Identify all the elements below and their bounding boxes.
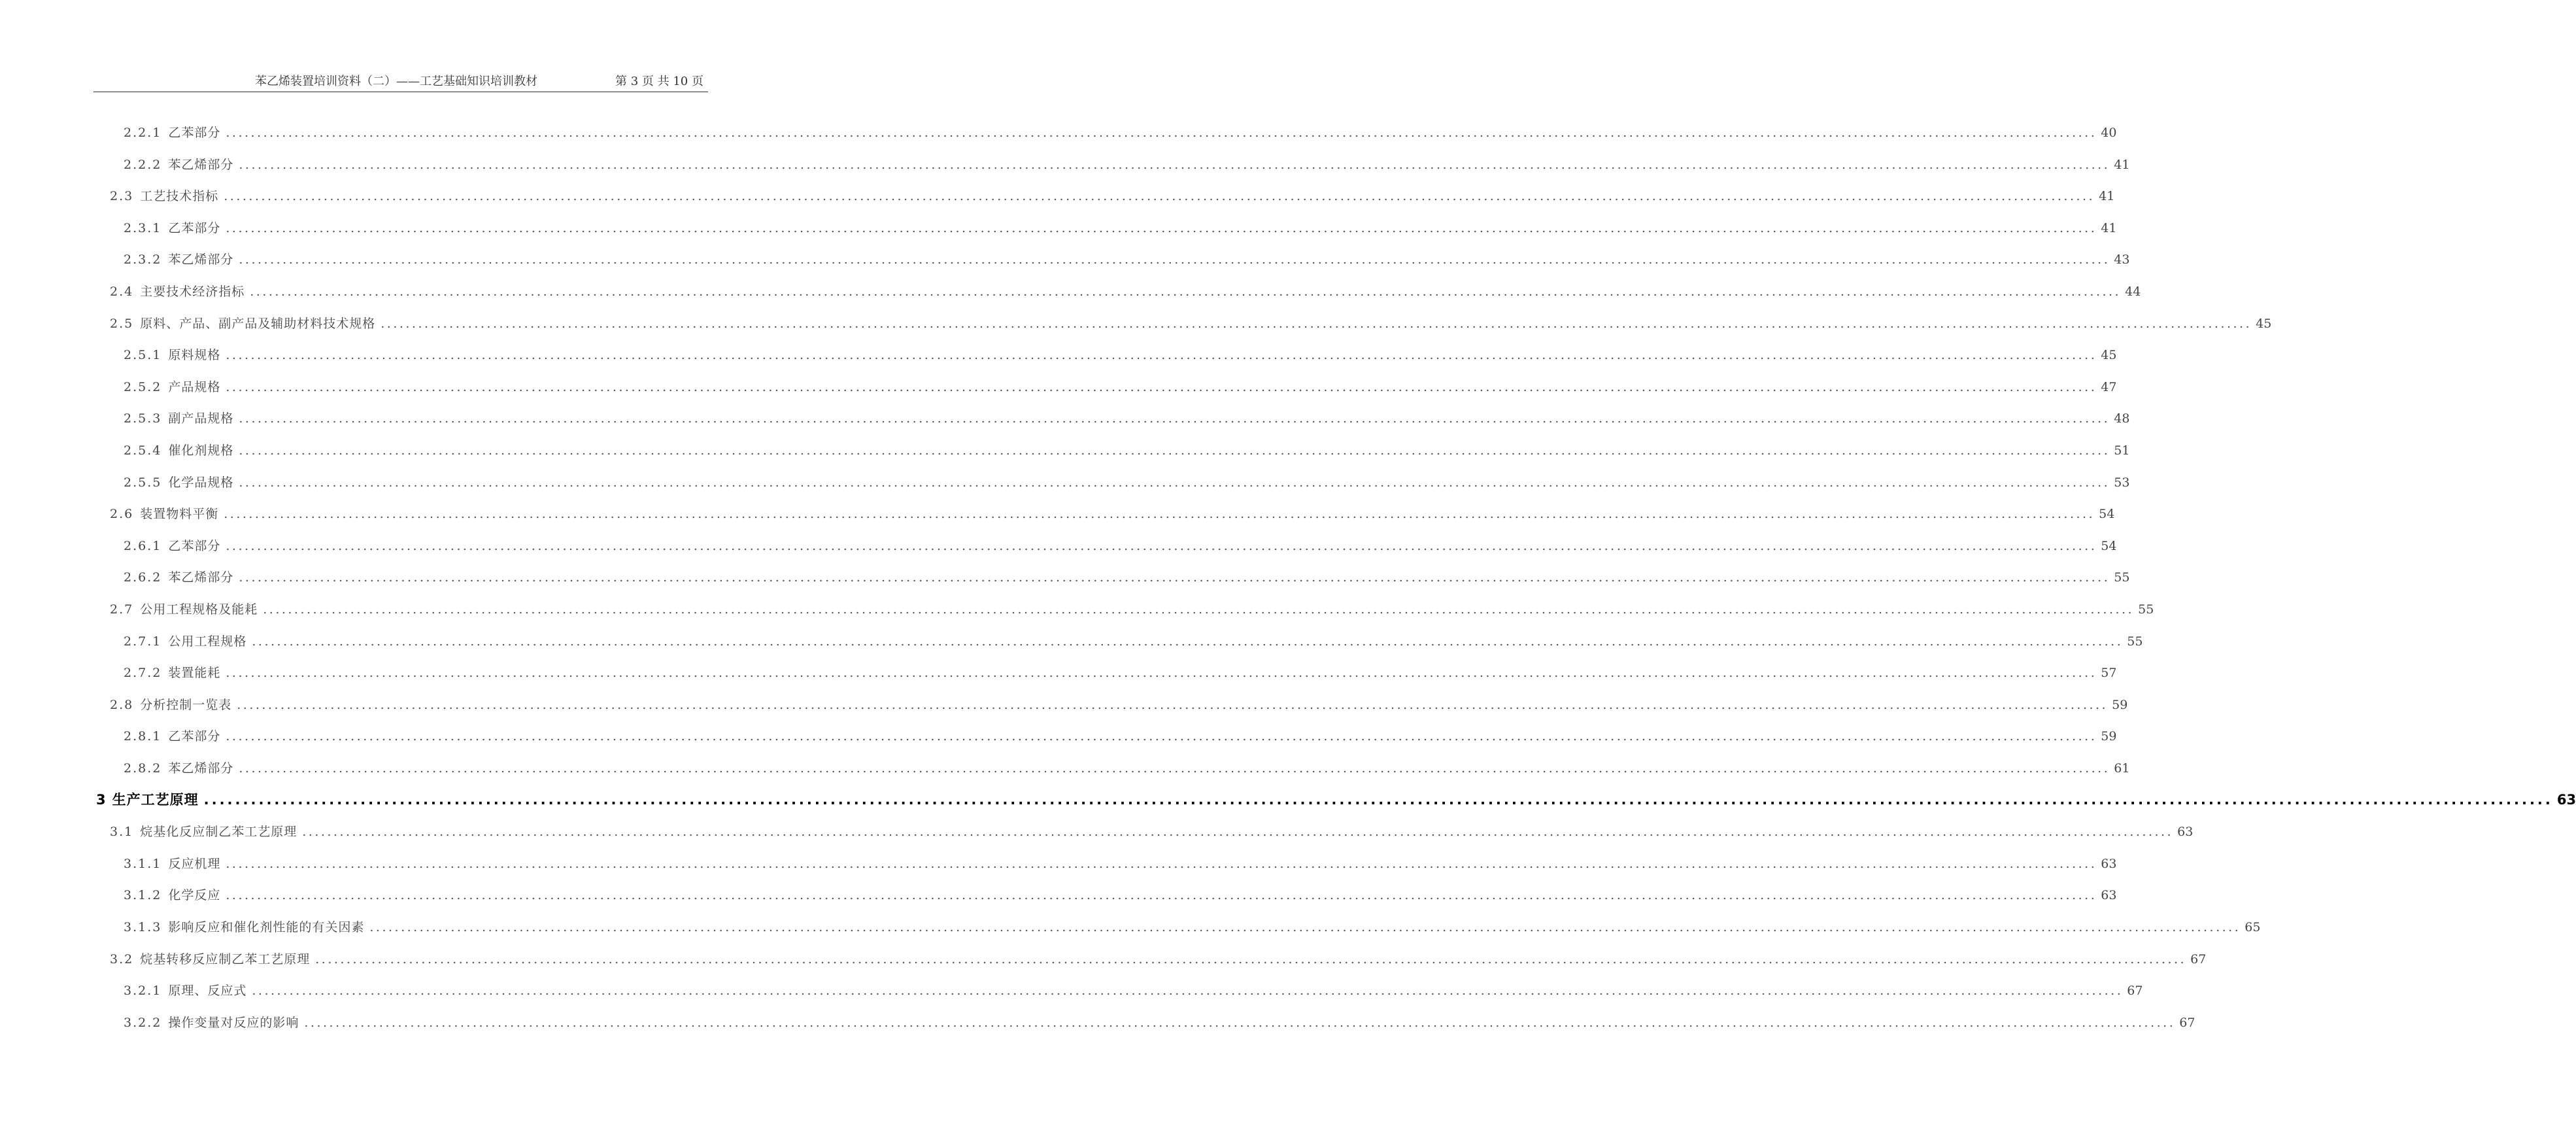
toc-entry-number: 2.5.1 <box>124 348 162 362</box>
toc-entry-title: 乙苯部分 <box>168 221 221 235</box>
toc-entry[interactable] <box>124 854 2117 874</box>
toc-entry-number: 3.1.3 <box>124 920 162 934</box>
toc-dot-leader: ............................................................................................................................................................................................................................................................................................................ <box>239 475 2110 490</box>
toc-entry-number: 2.3 <box>110 189 134 203</box>
toc-entry-number: 2.5 <box>110 317 134 331</box>
toc-dot-leader: ............................................................................................................................................................................................................................................................................................................ <box>226 126 2097 140</box>
toc-dot-leader: ............................................................................................................................................................................................................................................................................................................ <box>250 284 2122 299</box>
toc-entry-page: 43 <box>2114 252 2130 267</box>
toc-entry-title: 工艺技术指标 <box>140 189 219 203</box>
toc-entry-page: 41 <box>2114 158 2130 172</box>
toc-entry-title: 产品规格 <box>168 380 221 394</box>
toc-entry[interactable] <box>124 123 2117 143</box>
toc-entry-number: 3.1.1 <box>124 857 162 871</box>
header-title: 苯乙烯装置培训资料（二）——工艺基础知识培训教材 <box>255 75 537 88</box>
toc-entry-number: 2.5.3 <box>124 411 162 426</box>
toc-entry-number: 2.7.1 <box>124 634 162 649</box>
toc-entry-page: 55 <box>2114 570 2130 585</box>
toc-entry-title: 操作变量对反应的影响 <box>168 1016 299 1030</box>
toc-entry[interactable] <box>124 663 2117 683</box>
toc-entry[interactable] <box>124 1013 2195 1033</box>
toc-entry-page: 61 <box>2114 761 2130 776</box>
toc-entry-number: 3.1 <box>110 825 134 839</box>
toc-entry-number: 2.5.5 <box>124 475 162 490</box>
toc-entry[interactable] <box>124 345 2117 365</box>
toc-entry-title: 化学品规格 <box>168 475 234 490</box>
toc-entry-title: 苯乙烯部分 <box>168 761 234 776</box>
toc-entry-title: 原理、反应式 <box>168 984 247 998</box>
toc-dot-leader: ............................................................................................................................................................................................................................................................................................................ <box>226 729 2097 744</box>
toc-entry-number: 2.6 <box>110 507 134 521</box>
toc-entry-page: 41 <box>2099 189 2115 203</box>
toc-dot-leader: ............................................................................................................................................................................................................................................................................................................ <box>239 761 2110 776</box>
toc-entry[interactable] <box>124 473 2130 492</box>
toc-dot-leader: ............................................................................................................................................................................................................................................................................................................ <box>369 920 2241 934</box>
toc-entry[interactable] <box>124 155 2130 175</box>
toc-entry-number: 2.2.2 <box>124 158 162 172</box>
toc-entry-page: 55 <box>2138 602 2154 617</box>
toc-entry[interactable] <box>124 917 2261 937</box>
toc-entry-title: 公用工程规格 <box>168 634 247 649</box>
toc-entry-page: 63 <box>2556 792 2576 808</box>
toc-entry-number: 2.4 <box>110 284 134 299</box>
toc-entry-number: 2.5.2 <box>124 380 162 394</box>
toc-entry[interactable] <box>124 536 2117 556</box>
toc-entry-page: 48 <box>2114 411 2130 426</box>
toc-entry-page: 67 <box>2179 1016 2195 1030</box>
toc-entry-title: 影响反应和催化剂性能的有关因素 <box>168 920 365 934</box>
toc-entry-title: 烷基转移反应制乙苯工艺原理 <box>140 952 311 967</box>
toc-dot-leader: ............................................................................................................................................................................................................................................................................................................ <box>224 189 2095 203</box>
toc-entry[interactable] <box>124 441 2130 460</box>
toc-entry-title: 原料、产品、副产品及辅助材料技术规格 <box>140 317 376 331</box>
toc-entry-title: 生产工艺原理 <box>112 792 199 808</box>
toc-entry-page: 53 <box>2114 475 2130 490</box>
toc-entry-title: 装置能耗 <box>168 666 221 680</box>
toc-entry-number: 2.8.2 <box>124 761 162 776</box>
toc-entry-title: 反应机理 <box>168 857 221 871</box>
toc-entry[interactable] <box>124 885 2117 905</box>
toc-entry-number: 2.2.1 <box>124 126 162 140</box>
toc-entry-number: 3.2.2 <box>124 1016 162 1030</box>
page-header <box>93 72 708 92</box>
toc-dot-leader: ............................................................................................................................................................................................................................................................................................................ <box>226 888 2097 902</box>
toc-entry[interactable] <box>110 950 2207 969</box>
toc-entry-number: 2.8.1 <box>124 729 162 744</box>
toc-dot-leader: ............................................................................................................................................................................................................................................................................................................ <box>203 792 2553 808</box>
toc-entry[interactable] <box>124 981 2143 1001</box>
toc-entry[interactable] <box>110 504 2115 524</box>
toc-entry-title: 主要技术经济指标 <box>140 284 245 299</box>
toc-entry[interactable] <box>110 186 2115 206</box>
toc-entry-title: 乙苯部分 <box>168 729 221 744</box>
toc-entry-page: 47 <box>2101 380 2117 394</box>
toc-entry-page: 59 <box>2101 729 2117 744</box>
toc-dot-leader: ............................................................................................................................................................................................................................................................................................................ <box>239 252 2110 267</box>
toc-entry-page: 44 <box>2125 284 2141 299</box>
toc-entry-page: 59 <box>2112 698 2128 712</box>
header-page-info: 第 3 页 共 10 页 <box>615 75 703 88</box>
toc-entry-number: 2.6.1 <box>124 539 162 553</box>
toc-entry-title: 分析控制一览表 <box>140 698 232 712</box>
toc-entry[interactable] <box>124 568 2130 587</box>
toc-entry-number: 2.3.1 <box>124 221 162 235</box>
toc-entry[interactable] <box>110 822 2194 842</box>
toc-entry-number: 2.5.4 <box>124 443 162 458</box>
toc-dot-leader: ............................................................................................................................................................................................................................................................................................................ <box>226 380 2097 394</box>
toc-entry-page: 51 <box>2114 443 2130 458</box>
toc-entry[interactable] <box>124 632 2143 651</box>
toc-dot-leader: ............................................................................................................................................................................................................................................................................................................ <box>252 984 2124 998</box>
toc-dot-leader: ............................................................................................................................................................................................................................................................................................................ <box>239 158 2110 172</box>
toc-entry-page: 67 <box>2190 952 2207 967</box>
toc-dot-leader: ............................................................................................................................................................................................................................................................................................................ <box>239 570 2110 585</box>
toc-entry[interactable] <box>124 218 2117 238</box>
toc-entry-page: 45 <box>2256 317 2272 331</box>
toc-entry-number: 3.1.2 <box>124 888 162 902</box>
toc-entry-number: 3.2 <box>110 952 134 967</box>
toc-entry[interactable] <box>110 600 2154 619</box>
toc-entry[interactable] <box>124 409 2130 428</box>
toc-dot-leader: ............................................................................................................................................................................................................................................................................................................ <box>239 411 2110 426</box>
toc-entry-title: 副产品规格 <box>168 411 234 426</box>
toc-entry-page: 57 <box>2101 666 2117 680</box>
toc-dot-leader: ............................................................................................................................................................................................................................................................................................................ <box>315 952 2187 967</box>
toc-dot-leader: ............................................................................................................................................................................................................................................................................................................ <box>237 698 2109 712</box>
toc-entry-page: 65 <box>2245 920 2261 934</box>
toc-entry-title: 公用工程规格及能耗 <box>140 602 258 617</box>
toc-entry-number: 3 <box>96 792 106 808</box>
toc-dot-leader: ............................................................................................................................................................................................................................................................................................................ <box>263 602 2135 617</box>
toc-dot-leader: ............................................................................................................................................................................................................................................................................................................ <box>226 539 2097 553</box>
toc-entry-page: 63 <box>2177 825 2194 839</box>
toc-entry[interactable] <box>124 377 2117 397</box>
toc-entry-title: 苯乙烯部分 <box>168 158 234 172</box>
toc-entry-title: 乙苯部分 <box>168 539 221 553</box>
toc-entry-page: 67 <box>2127 984 2143 998</box>
toc-entry-number: 2.7.2 <box>124 666 162 680</box>
toc-entry-page: 54 <box>2099 507 2115 521</box>
toc-entry[interactable] <box>110 282 2141 301</box>
toc-entry-number: 2.8 <box>110 698 134 712</box>
toc-entry[interactable] <box>124 759 2130 778</box>
toc-entry-page: 54 <box>2101 539 2117 553</box>
toc-dot-leader: ............................................................................................................................................................................................................................................................................................................ <box>226 857 2097 871</box>
toc-dot-leader: ............................................................................................................................................................................................................................................................................................................ <box>381 317 2252 331</box>
toc-entry-page: 40 <box>2101 126 2117 140</box>
toc-entry-page: 63 <box>2101 857 2117 871</box>
toc-dot-leader: ............................................................................................................................................................................................................................................................................................................ <box>226 666 2097 680</box>
toc-dot-leader: ............................................................................................................................................................................................................................................................................................................ <box>302 825 2174 839</box>
toc-entry-page: 45 <box>2101 348 2117 362</box>
toc-entry-page: 41 <box>2101 221 2117 235</box>
toc-entry-number: 2.6.2 <box>124 570 162 585</box>
toc-entry-title: 苯乙烯部分 <box>168 252 234 267</box>
toc-entry-number: 3.2.1 <box>124 984 162 998</box>
toc-entry[interactable] <box>124 250 2130 269</box>
toc-entry-title: 乙苯部分 <box>168 126 221 140</box>
toc-entry-title: 装置物料平衡 <box>140 507 219 521</box>
toc-dot-leader: ............................................................................................................................................................................................................................................................................................................ <box>252 634 2124 649</box>
toc-entry[interactable] <box>110 314 2272 334</box>
toc-entry[interactable] <box>96 789 2576 809</box>
toc-entry-title: 苯乙烯部分 <box>168 570 234 585</box>
toc-entry-page: 63 <box>2101 888 2117 902</box>
toc-entry-title: 烷基化反应制乙苯工艺原理 <box>140 825 297 839</box>
toc-entry-number: 2.7 <box>110 602 134 617</box>
toc-dot-leader: ............................................................................................................................................................................................................................................................................................................ <box>304 1016 2176 1030</box>
toc-entry[interactable] <box>124 727 2117 746</box>
toc-entry-title: 催化剂规格 <box>168 443 234 458</box>
toc-entry-page: 55 <box>2127 634 2143 649</box>
toc-dot-leader: ............................................................................................................................................................................................................................................................................................................ <box>226 348 2097 362</box>
toc-entry-title: 化学反应 <box>168 888 221 902</box>
toc-dot-leader: ............................................................................................................................................................................................................................................................................................................ <box>224 507 2095 521</box>
toc-entry-number: 2.3.2 <box>124 252 162 267</box>
toc-entry[interactable] <box>110 695 2128 715</box>
toc-dot-leader: ............................................................................................................................................................................................................................................................................................................ <box>226 221 2097 235</box>
toc-dot-leader: ............................................................................................................................................................................................................................................................................................................ <box>239 443 2110 458</box>
toc-entry-title: 原料规格 <box>168 348 221 362</box>
